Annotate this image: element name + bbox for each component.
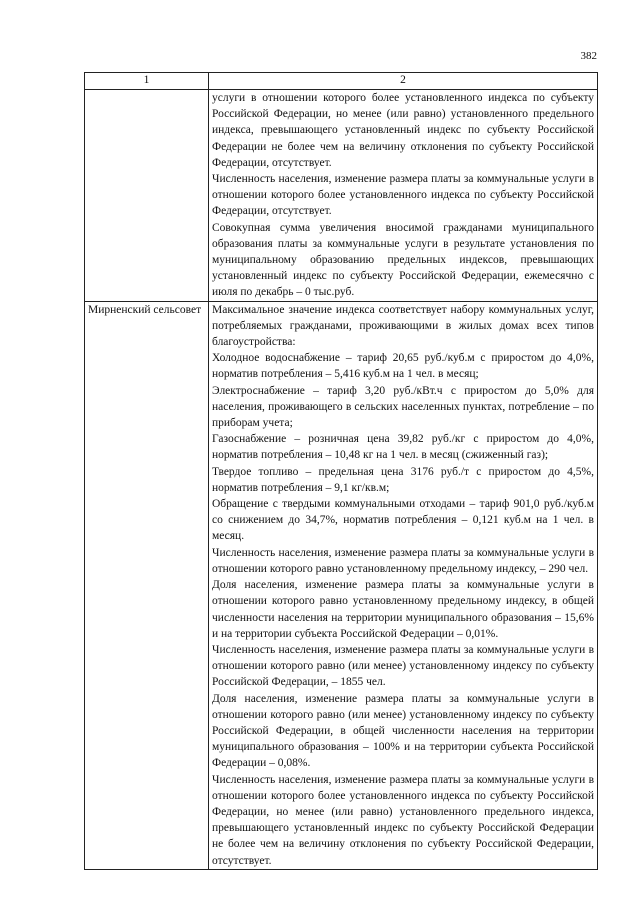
paragraph: услуги в отношении которого более установленного индекса по субъекту Российской Федерации, но менее (или равно) установленного предельного индекса, превышающего установленный индекс по субъекту Российской Федерации не более чем на величину отклонения по субъекту Российской Федерации, отсутствует. — [212, 92, 594, 169]
paragraph: Численность населения, изменение размера платы за коммунальные услуги в отношении которого более установленного индекса по субъекту Российской Федерации, но менее (или равно) установленного предельного индекса, превышающего установленный индекс по субъекту Российской Федерации не более чем на величину отклонения по субъекту Российской Федерации, отсутствует. — [212, 773, 594, 867]
description-cell — [209, 301, 598, 869]
paragraph: Доля населения, изменение размера платы за коммунальные услуги в отношении которого равно установленному предельному индексу, в общей численности населения на территории муниципального образования – 15,6% и на территории субъекта Российской Федерации – 0,01%. — [212, 579, 594, 640]
paragraph: Газоснабжение – розничная цена 39,82 руб./кг с приростом до 4,0%, норматив потребления – 10,48 кг на 1 чел. в месяц (сжиженный газ); — [212, 433, 594, 462]
description-cell — [209, 90, 598, 302]
paragraph: Обращение с твердыми коммунальными отходами – тариф 901,0 руб./куб.м со снижением до 34,7%, норматив потребления – 0,121 куб.м на 1 чел. в месяц. — [212, 498, 594, 543]
municipality-cell — [85, 90, 209, 302]
page-number: 382 — [580, 50, 597, 62]
column-1-header: 1 — [85, 73, 209, 90]
paragraph: Численность населения, изменение размера платы за коммунальные услуги в отношении которого более установленного индекса по субъекту Российской Федерации, отсутствует. — [212, 173, 594, 218]
paragraph: Численность населения, изменение размера платы за коммунальные услуги в отношении которого равно установленному предельному индексу, – 290 чел. — [212, 546, 594, 575]
paragraph: Электроснабжение – тариф 3,20 руб./кВт.ч с приростом до 5,0% для населения, проживающего в сельских населенных пунктах, потребление – по приборам учета; — [212, 384, 594, 430]
table-row — [85, 301, 598, 869]
paragraph: Численность населения, изменение размера платы за коммунальные услуги в отношении которого равно (или менее) установленному индексу по субъекту Российской Федерации, – 1855 чел. — [212, 643, 594, 689]
municipal-index-table — [84, 72, 598, 870]
paragraph: Твердое топливо – предельная цена 3176 руб./т с приростом до 4,5%, норматив потребления – 9,1 кг/кв.м; — [212, 465, 594, 494]
municipality-cell: Мирненский сельсовет — [85, 301, 209, 869]
paragraph: Максимальное значение индекса соответствует набору коммунальных услуг, потребляемых гражданами, проживающими в жилых домах всех типов благоустройства: — [212, 303, 594, 349]
column-2-header: 2 — [209, 73, 598, 90]
paragraph: Холодное водоснабжение – тариф 20,65 руб./куб.м с приростом до 4,0%, норматив потребления – 5,416 куб.м на 1 чел. в месяц; — [212, 352, 594, 381]
paragraph: Совокупная сумма увеличения вносимой гражданами муниципального образования платы за коммунальные услуги в результате установления по муниципальному образованию предельных индексов, превышающих установленный индекс по субъекту Российской Федерации, ежемесячно с июля по декабрь – 0 тыс.руб. — [212, 221, 594, 299]
paragraph: Доля населения, изменение размера платы за коммунальные услуги в отношении которого равно (или менее) установленному индексу по субъекту Российской Федерации, в общей численности населения на территории муниципального образования – 100% и на территории субъекта Российской Федерации – 0,08%. — [212, 692, 594, 770]
table-row — [85, 90, 598, 302]
table-header-row — [85, 73, 598, 90]
